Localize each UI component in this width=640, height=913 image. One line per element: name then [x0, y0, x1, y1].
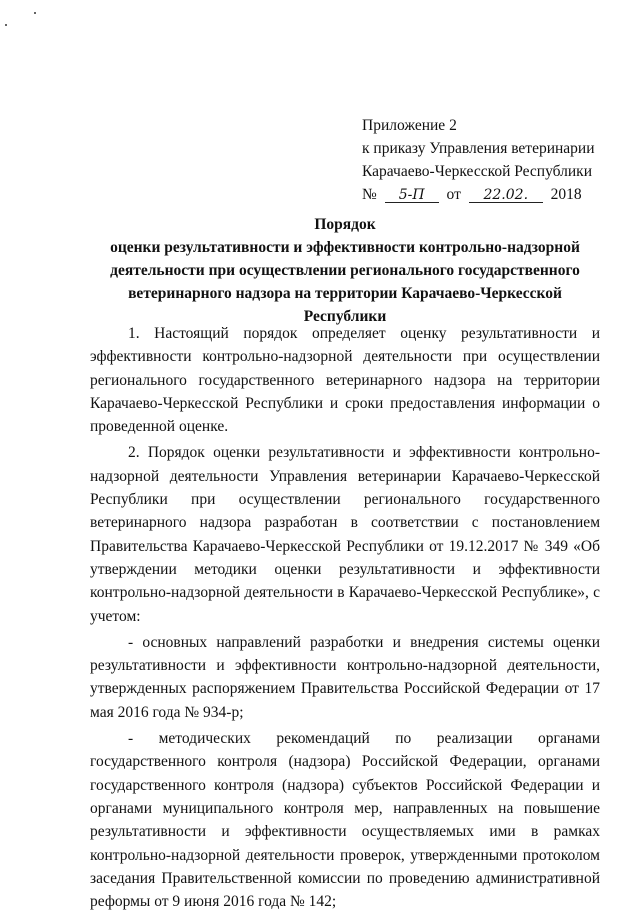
title-subheading: оценки результативности и эффективности контрольно-надзорной деятельности при осуществлении регионального государственного ветеринарного надзора на территории Карачаево-Черкесской Республики	[110, 239, 580, 325]
appendix-issuer: Карачаево-Черкесской Республики	[362, 163, 592, 180]
number-sign: №	[362, 186, 377, 203]
appendix-number: Приложение 2	[362, 117, 457, 134]
document-body	[90, 322, 600, 913]
handwritten-order-number: 5-П	[385, 188, 439, 203]
order-year: 2018	[550, 186, 582, 203]
appendix-number-date-line	[362, 183, 632, 206]
paragraph-1: 1. Настоящий порядок определяет оценку результативности и эффективности контрольно-надзорной деятельности при осуществлении регионального государственного ветеринарного надзора на территории Карачаево-Черкесской Республики и сроки предоставления информации о проведенной оценке.	[90, 325, 600, 436]
handwritten-order-date: 22.02.	[469, 188, 543, 203]
title-heading: Порядок	[314, 216, 376, 233]
appendix-order-ref: к приказу Управления ветеринарии	[362, 140, 595, 157]
scan-speck	[5, 24, 7, 26]
paragraph-3: - основных направлений разработки и внедрения системы оценки результативности и эффективности контрольно-надзорной деятельности, утвержденных распоряжением Правительства Российской Федерации от 17 мая 2016 года № 934-р;	[90, 633, 600, 721]
scan-speck	[34, 12, 36, 14]
paragraph-4: - методических рекомендаций по реализации органами государственного контроля (надзора) Российской Федерации, органами государственного контроля (надзора) субъектов Российской Федерации и органами муниципального контроля мер, направленных на повышение результативности и эффективности осуществляемых ими в рамках контрольно-надзорной деятельности проверок, утвержденными протоколом заседания Правительственной комиссии по проведению административной реформы от 9 июня 2016 года № 142;	[90, 730, 600, 911]
document-title	[100, 213, 590, 328]
appendix-block	[362, 114, 632, 206]
paragraph-2: 2. Порядок оценки результативности и эффективности контрольно-надзорной деятельности Управления ветеринарии Карачаево-Черкесской Республики при осуществлении регионального государственного ветеринарного надзора разработан в соответствии с постановлением Правительства Карачаево-Черкесской Республики от 19.12.2017 № 349 «Об утверждении методики оценки результативности и эффективности контрольно-надзорной деятельности в Карачаево-Черкесской Республике», с учетом:	[90, 444, 600, 625]
date-prefix: от	[446, 186, 461, 203]
